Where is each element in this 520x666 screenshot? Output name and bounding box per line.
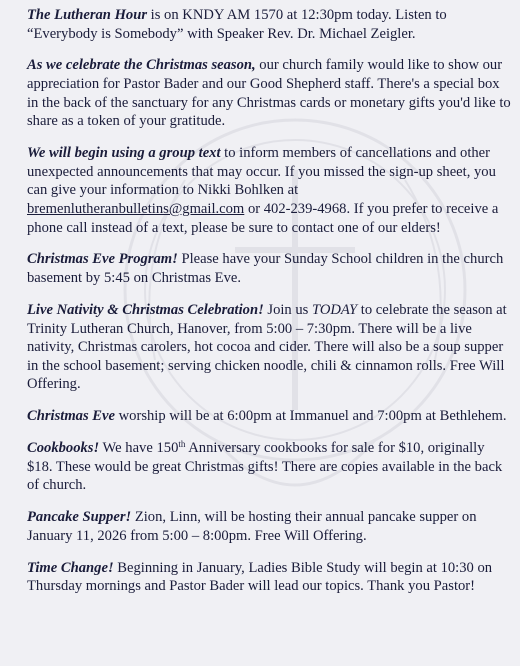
announcement-christmas-eve-program <box>27 250 513 287</box>
announcement-lutheran-hour <box>27 6 513 43</box>
announcement-body: Join us <box>263 301 312 318</box>
announcement-body: to celebrate the season at Trinity Lutheran Church, Hanover, from 5:00 – 7:30pm. There will be a live nativity, Christmas carolers, hot cocoa and cider. There will also be a soup supper in the school basement; serving chicken noodle, chili & cinnamon rolls. Free Will Offering. <box>27 301 507 393</box>
announcement-christmas-eve-worship <box>27 407 513 426</box>
today-emphasis: TODAY <box>312 301 358 318</box>
announcement-heading: The Lutheran Hour <box>27 7 148 23</box>
announcement-heading: Christmas Eve Program! <box>27 251 178 268</box>
announcement-heading: Time Change! <box>27 559 114 576</box>
announcement-body: or 402-239-4968. If you prefer to receive a phone call instead of a text, please be sure to contact one of our elders! <box>27 200 499 236</box>
announcement-cookbooks <box>27 439 513 495</box>
announcement-heading: Christmas Eve <box>27 408 115 425</box>
announcement-body: Beginning in January, Ladies Bible Study will begin at 10:30 on Thursday mornings and Pastor Bader will lead our topics. Thank you Pastor! <box>27 559 493 595</box>
announcement-body: Anniversary cookbooks for sale for $10, originally $18. These would be great Christmas gifts! There are copies available in the back of church. <box>27 440 503 494</box>
ordinal-suffix: th <box>178 439 186 450</box>
announcement-heading: As we celebrate the Christmas season, <box>27 57 256 74</box>
announcement-live-nativity <box>27 301 513 394</box>
announcement-group-text <box>27 144 513 237</box>
announcement-body: We have 150 <box>99 440 179 457</box>
announcement-body: to inform members of cancellations and other unexpected announcements that may occur. If you missed the sign-up sheet, you can give your information to Nikki Bohlken at <box>27 145 496 199</box>
announcement-body: worship will be at 6:00pm at Immanuel and 7:00pm at Bethlehem. <box>114 408 507 425</box>
announcement-body: is on KNDY AM 1570 at 12:30pm today. Listen to “Everybody is Somebody” with Speaker Rev. Dr. Michael Zeigler. <box>27 7 447 42</box>
announcement-body: Please have your Sunday School children in the church basement by 5:45 on Christmas Eve. <box>27 251 504 287</box>
announcement-heading: We will begin using a group text <box>27 145 221 162</box>
announcement-time-change <box>27 559 513 596</box>
announcements <box>27 6 513 609</box>
announcement-heading: Cookbooks! <box>27 440 100 457</box>
announcement-body: Zion, Linn, will be hosting their annual pancake supper on January 11, 2026 from 5:00 – 8:00pm. Free Will Offering. <box>27 509 477 544</box>
announcement-body: our church family would like to show our appreciation for Pastor Bader and our Good Shepherd staff. There's a special box in the back of the sanctuary for any Christmas cards or monetary gifts you'd like to share as a token of your gratitude. <box>27 57 511 130</box>
email-link[interactable]: bremenlutheranbulletins@gmail.com <box>27 200 245 217</box>
announcement-heading: Pancake Supper! <box>27 509 132 526</box>
announcement-heading: Live Nativity & Christmas Celebration! <box>27 301 264 318</box>
announcement-christmas-season <box>27 56 513 130</box>
announcement-pancake-supper <box>27 508 513 545</box>
